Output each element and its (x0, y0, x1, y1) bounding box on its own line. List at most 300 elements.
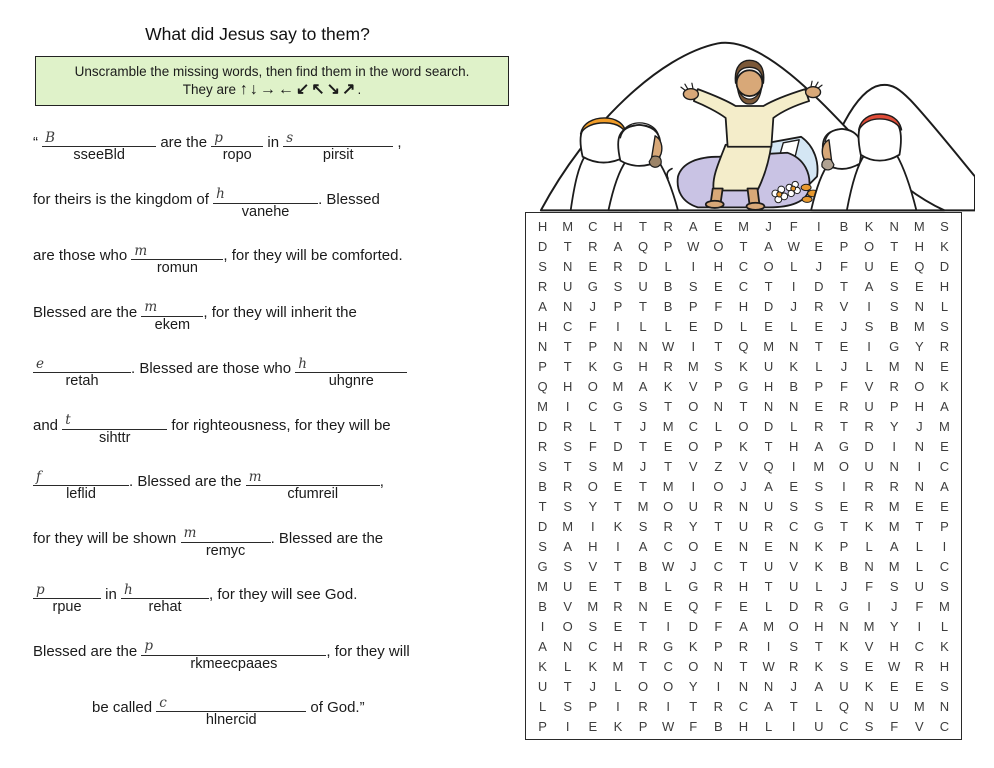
grid-letter[interactable]: C (688, 418, 698, 434)
grid-letter[interactable]: I (716, 678, 721, 694)
grid-letter[interactable]: P (714, 638, 723, 654)
grid-letter[interactable]: B (538, 478, 547, 494)
grid-letter[interactable]: U (688, 498, 698, 514)
grid-letter[interactable]: K (538, 658, 547, 674)
grid-letter[interactable]: I (892, 438, 896, 454)
grid-letter[interactable]: A (889, 538, 899, 554)
grid-letter[interactable]: J (840, 318, 848, 334)
grid-letter[interactable]: H (638, 358, 648, 374)
grid-letter[interactable]: N (914, 438, 924, 454)
grid-letter[interactable]: T (538, 498, 547, 514)
grid-letter[interactable]: R (713, 698, 724, 714)
grid-letter[interactable]: F (588, 438, 597, 454)
grid-letter[interactable]: M (913, 318, 925, 334)
grid-letter[interactable]: A (764, 238, 773, 254)
grid-letter[interactable]: C (914, 638, 924, 654)
grid-letter[interactable]: U (914, 578, 924, 594)
grid-letter[interactable]: N (562, 258, 573, 274)
grid-letter[interactable]: O (838, 458, 850, 474)
grid-letter[interactable]: N (914, 478, 924, 494)
grid-letter[interactable]: S (889, 278, 899, 294)
grid-letter[interactable]: V (864, 638, 874, 654)
grid-letter[interactable]: A (563, 538, 572, 554)
grid-letter[interactable]: P (714, 378, 723, 394)
grid-letter[interactable]: P (638, 718, 648, 734)
grid-letter[interactable]: M (662, 478, 674, 494)
grid-letter[interactable]: T (739, 658, 748, 674)
grid-letter[interactable]: F (890, 718, 899, 734)
grid-letter[interactable]: U (537, 678, 548, 694)
grid-letter[interactable]: P (839, 238, 849, 254)
grid-letter[interactable]: O (562, 618, 573, 634)
grid-letter[interactable]: B (839, 218, 849, 234)
grid-letter[interactable]: N (713, 658, 724, 674)
grid-letter[interactable]: F (865, 578, 874, 594)
grid-letter[interactable]: T (915, 518, 924, 534)
grid-letter[interactable]: E (688, 318, 698, 334)
grid-letter[interactable]: Y (889, 618, 899, 634)
grid-letter[interactable]: H (713, 258, 724, 274)
grid-letter[interactable]: G (838, 438, 850, 454)
grid-letter[interactable]: I (540, 618, 545, 634)
grid-letter[interactable]: P (688, 298, 698, 314)
grid-letter[interactable]: O (763, 258, 774, 274)
grid-letter[interactable]: P (839, 538, 849, 554)
grid-letter[interactable]: T (613, 418, 622, 434)
grid-letter[interactable]: M (939, 418, 950, 434)
grid-letter[interactable]: R (713, 578, 724, 594)
grid-letter[interactable]: J (589, 298, 597, 314)
grid-letter[interactable]: J (790, 298, 797, 314)
grid-letter[interactable]: L (639, 318, 647, 334)
grid-letter[interactable]: D (789, 598, 799, 614)
grid-letter[interactable]: M (612, 458, 624, 474)
grid-letter[interactable]: I (867, 598, 871, 614)
grid-letter[interactable]: N (914, 298, 924, 314)
grid-letter[interactable]: L (915, 558, 923, 574)
grid-letter[interactable]: E (839, 338, 849, 354)
grid-letter[interactable]: T (764, 438, 773, 454)
grid-letter[interactable]: I (917, 618, 922, 634)
grid-letter[interactable]: K (688, 638, 698, 654)
grid-letter[interactable]: O (688, 398, 699, 414)
grid-letter[interactable]: L (790, 418, 798, 434)
grid-letter[interactable]: W (687, 238, 700, 254)
grid-letter[interactable]: N (914, 358, 924, 374)
grid-letter[interactable]: V (688, 378, 698, 394)
grid-letter[interactable]: E (814, 398, 824, 414)
grid-letter[interactable]: R (864, 478, 874, 494)
grid-letter[interactable]: W (662, 338, 675, 354)
answer-blank[interactable] (156, 691, 306, 728)
answer-blank[interactable] (141, 296, 203, 333)
grid-letter[interactable]: S (538, 258, 547, 274)
grid-letter[interactable]: V (563, 598, 572, 614)
grid-letter[interactable]: P (588, 698, 598, 714)
grid-letter[interactable]: P (538, 718, 547, 734)
grid-letter[interactable]: K (839, 638, 849, 654)
grid-letter[interactable]: E (914, 498, 924, 514)
grid-letter[interactable]: I (917, 458, 922, 474)
grid-letter[interactable]: G (537, 558, 548, 574)
grid-letter[interactable]: U (763, 358, 774, 374)
answer-blank[interactable] (33, 578, 101, 615)
grid-letter[interactable]: O (713, 478, 724, 494)
grid-letter[interactable]: U (864, 458, 874, 474)
grid-letter[interactable]: H (562, 378, 573, 394)
grid-letter[interactable]: K (864, 518, 874, 534)
grid-letter[interactable]: V (789, 558, 799, 574)
grid-letter[interactable]: S (688, 278, 698, 294)
grid-letter[interactable]: O (688, 658, 699, 674)
grid-letter[interactable]: E (714, 218, 723, 234)
grid-letter[interactable]: M (637, 498, 649, 514)
grid-letter[interactable]: U (839, 678, 849, 694)
grid-letter[interactable]: D (638, 258, 648, 274)
grid-letter[interactable]: D (537, 418, 548, 434)
grid-letter[interactable]: G (889, 338, 900, 354)
grid-letter[interactable]: L (940, 298, 949, 314)
grid-letter[interactable]: F (689, 718, 698, 734)
grid-letter[interactable]: B (789, 378, 799, 394)
grid-letter[interactable]: A (538, 298, 547, 314)
grid-letter[interactable]: S (538, 538, 547, 554)
grid-letter[interactable]: L (589, 418, 597, 434)
grid-letter[interactable]: I (590, 518, 595, 534)
grid-letter[interactable]: F (789, 218, 798, 234)
grid-letter[interactable]: M (562, 518, 574, 534)
grid-letter[interactable]: I (691, 258, 696, 274)
grid-letter[interactable]: G (688, 578, 699, 594)
grid-letter[interactable]: S (714, 358, 723, 374)
grid-letter[interactable]: C (588, 398, 598, 414)
grid-letter[interactable]: N (638, 598, 648, 614)
grid-letter[interactable]: T (814, 638, 823, 654)
grid-letter[interactable]: A (864, 278, 874, 294)
grid-letter[interactable]: L (614, 678, 622, 694)
grid-letter[interactable]: S (940, 578, 949, 594)
grid-letter[interactable]: U (814, 718, 824, 734)
grid-letter[interactable]: K (814, 538, 824, 554)
grid-letter[interactable]: H (738, 718, 749, 734)
grid-letter[interactable]: L (538, 698, 547, 714)
grid-letter[interactable]: L (815, 358, 823, 374)
grid-letter[interactable]: Q (537, 378, 548, 394)
grid-letter[interactable]: K (940, 378, 949, 394)
grid-letter[interactable]: O (914, 378, 925, 394)
grid-letter[interactable]: R (763, 518, 774, 534)
grid-letter[interactable]: T (714, 338, 723, 354)
grid-letter[interactable]: C (588, 638, 598, 654)
grid-letter[interactable]: F (839, 258, 848, 274)
grid-letter[interactable]: O (637, 678, 649, 694)
grid-letter[interactable]: O (738, 418, 749, 434)
grid-letter[interactable]: K (739, 438, 748, 454)
grid-letter[interactable]: K (789, 358, 799, 374)
grid-letter[interactable]: J (916, 418, 923, 434)
grid-letter[interactable]: I (817, 218, 821, 234)
grid-letter[interactable]: R (814, 418, 824, 434)
grid-letter[interactable]: T (613, 578, 622, 594)
grid-letter[interactable]: E (940, 358, 949, 374)
answer-blank[interactable] (33, 465, 129, 502)
grid-letter[interactable]: O (864, 238, 875, 254)
grid-letter[interactable]: K (663, 378, 673, 394)
grid-letter[interactable]: W (662, 558, 675, 574)
grid-letter[interactable]: V (739, 458, 748, 474)
answer-blank[interactable] (295, 352, 407, 389)
grid-letter[interactable]: D (763, 298, 774, 314)
grid-letter[interactable]: M (738, 218, 749, 234)
grid-letter[interactable]: H (537, 218, 548, 234)
grid-letter[interactable]: T (739, 238, 748, 254)
grid-letter[interactable]: T (764, 278, 773, 294)
grid-letter[interactable]: U (889, 698, 899, 714)
grid-letter[interactable]: J (790, 678, 797, 694)
grid-letter[interactable]: P (663, 238, 673, 254)
grid-letter[interactable]: R (864, 498, 874, 514)
grid-letter[interactable]: I (791, 718, 796, 734)
grid-letter[interactable]: B (839, 558, 849, 574)
grid-letter[interactable]: A (538, 638, 547, 654)
grid-letter[interactable]: M (687, 358, 699, 374)
grid-letter[interactable]: J (589, 678, 597, 694)
grid-letter[interactable]: Q (838, 698, 850, 714)
grid-letter[interactable]: Y (688, 518, 698, 534)
grid-letter[interactable]: B (663, 278, 673, 294)
grid-letter[interactable]: L (815, 578, 823, 594)
grid-letter[interactable]: T (789, 698, 798, 714)
grid-letter[interactable]: F (714, 618, 723, 634)
grid-letter[interactable]: C (713, 558, 724, 574)
grid-letter[interactable]: Q (688, 598, 699, 614)
grid-letter[interactable]: U (763, 558, 774, 574)
grid-letter[interactable]: I (616, 318, 620, 334)
grid-letter[interactable]: T (563, 358, 572, 374)
grid-letter[interactable]: V (839, 298, 849, 314)
grid-letter[interactable]: K (940, 638, 949, 654)
grid-letter[interactable]: D (814, 278, 824, 294)
grid-letter[interactable]: R (839, 398, 849, 414)
grid-letter[interactable]: E (764, 318, 773, 334)
grid-letter[interactable]: I (842, 478, 846, 494)
grid-letter[interactable]: K (814, 558, 824, 574)
grid-letter[interactable]: B (889, 318, 899, 334)
grid-letter[interactable]: M (537, 578, 548, 594)
grid-letter[interactable]: J (890, 598, 898, 614)
grid-letter[interactable]: T (639, 478, 647, 494)
answer-blank[interactable] (141, 635, 326, 672)
grid-letter[interactable]: D (613, 438, 623, 454)
grid-letter[interactable]: V (588, 558, 598, 574)
answer-blank[interactable] (121, 578, 209, 615)
answer-blank[interactable] (283, 126, 393, 163)
grid-letter[interactable]: A (688, 218, 698, 234)
grid-letter[interactable]: L (764, 598, 773, 614)
grid-letter[interactable]: T (639, 438, 647, 454)
grid-letter[interactable]: T (689, 698, 698, 714)
grid-letter[interactable]: D (939, 258, 950, 274)
grid-letter[interactable]: U (562, 278, 573, 294)
grid-letter[interactable]: L (815, 698, 823, 714)
grid-letter[interactable]: Y (889, 418, 899, 434)
grid-letter[interactable]: G (813, 518, 824, 534)
answer-blank[interactable] (211, 126, 263, 163)
grid-letter[interactable]: S (789, 498, 799, 514)
grid-letter[interactable]: T (563, 458, 572, 474)
grid-letter[interactable]: E (814, 238, 824, 254)
grid-letter[interactable]: S (814, 498, 824, 514)
grid-letter[interactable]: H (914, 238, 924, 254)
grid-letter[interactable]: L (714, 418, 722, 434)
grid-letter[interactable]: G (663, 638, 674, 654)
grid-letter[interactable]: J (815, 258, 823, 274)
grid-letter[interactable]: H (814, 618, 824, 634)
answer-blank[interactable] (42, 126, 156, 163)
grid-letter[interactable]: H (763, 378, 774, 394)
grid-letter[interactable]: T (664, 458, 673, 474)
grid-letter[interactable]: D (864, 438, 874, 454)
grid-letter[interactable]: R (638, 698, 648, 714)
grid-letter[interactable]: E (839, 498, 849, 514)
answer-blank[interactable] (131, 239, 223, 276)
grid-letter[interactable]: E (914, 678, 924, 694)
grid-letter[interactable]: M (662, 418, 674, 434)
grid-letter[interactable]: H (738, 298, 749, 314)
grid-letter[interactable]: M (813, 458, 825, 474)
grid-letter[interactable]: C (939, 718, 950, 734)
grid-letter[interactable]: R (914, 658, 924, 674)
grid-letter[interactable]: M (612, 658, 624, 674)
grid-letter[interactable]: E (714, 538, 723, 554)
grid-letter[interactable]: E (613, 618, 623, 634)
grid-letter[interactable]: E (588, 718, 598, 734)
grid-letter[interactable]: A (613, 238, 623, 254)
grid-letter[interactable]: Y (588, 498, 598, 514)
grid-letter[interactable]: C (663, 538, 673, 554)
grid-letter[interactable]: S (839, 658, 849, 674)
grid-letter[interactable]: T (613, 558, 622, 574)
grid-letter[interactable]: N (864, 558, 874, 574)
grid-letter[interactable]: N (537, 338, 548, 354)
grid-letter[interactable]: T (739, 398, 748, 414)
grid-letter[interactable]: H (588, 538, 598, 554)
grid-letter[interactable]: M (763, 338, 775, 354)
grid-letter[interactable]: G (738, 378, 749, 394)
grid-letter[interactable]: I (565, 398, 570, 414)
grid-letter[interactable]: A (739, 618, 748, 634)
grid-letter[interactable]: C (738, 698, 749, 714)
grid-letter[interactable]: N (613, 338, 623, 354)
grid-letter[interactable]: I (565, 718, 570, 734)
grid-letter[interactable]: L (940, 618, 949, 634)
grid-letter[interactable]: O (587, 378, 598, 394)
grid-letter[interactable]: E (764, 538, 773, 554)
grid-letter[interactable]: M (913, 218, 925, 234)
grid-letter[interactable]: N (864, 698, 874, 714)
grid-letter[interactable]: A (940, 478, 949, 494)
grid-letter[interactable]: R (613, 598, 623, 614)
grid-letter[interactable]: E (714, 278, 723, 294)
grid-letter[interactable]: L (915, 538, 923, 554)
grid-letter[interactable]: S (638, 398, 648, 414)
grid-letter[interactable]: R (663, 218, 673, 234)
grid-letter[interactable]: P (889, 398, 899, 414)
grid-letter[interactable]: C (939, 558, 950, 574)
grid-letter[interactable]: C (839, 718, 849, 734)
grid-letter[interactable]: R (613, 258, 623, 274)
grid-letter[interactable]: O (663, 498, 674, 514)
grid-letter[interactable]: R (814, 298, 824, 314)
grid-letter[interactable]: I (942, 538, 947, 554)
grid-letter[interactable]: E (613, 478, 623, 494)
grid-letter[interactable]: F (588, 318, 597, 334)
grid-letter[interactable]: N (713, 398, 724, 414)
grid-letter[interactable]: T (814, 338, 823, 354)
grid-letter[interactable]: T (639, 298, 647, 314)
grid-letter[interactable]: S (563, 438, 572, 454)
grid-letter[interactable]: F (839, 378, 848, 394)
grid-letter[interactable]: J (765, 218, 772, 234)
grid-letter[interactable]: Y (914, 338, 924, 354)
grid-letter[interactable]: S (940, 218, 949, 234)
grid-letter[interactable]: A (940, 398, 949, 414)
answer-blank[interactable] (181, 522, 271, 559)
grid-letter[interactable]: M (888, 558, 900, 574)
grid-letter[interactable]: P (814, 378, 824, 394)
grid-letter[interactable]: D (537, 238, 548, 254)
grid-letter[interactable]: R (939, 338, 950, 354)
grid-letter[interactable]: M (913, 698, 925, 714)
grid-letter[interactable]: V (914, 718, 924, 734)
grid-letter[interactable]: N (562, 298, 573, 314)
grid-letter[interactable]: U (763, 498, 774, 514)
grid-letter[interactable]: Q (637, 238, 649, 254)
grid-letter[interactable]: K (613, 718, 623, 734)
grid-letter[interactable]: I (666, 618, 670, 634)
grid-letter[interactable]: N (939, 698, 950, 714)
grid-letter[interactable]: N (562, 638, 573, 654)
grid-letter[interactable]: S (563, 498, 572, 514)
grid-letter[interactable]: L (865, 358, 873, 374)
grid-letter[interactable]: J (840, 358, 848, 374)
grid-letter[interactable]: I (867, 338, 871, 354)
grid-letter[interactable]: B (638, 578, 648, 594)
grid-letter[interactable]: S (889, 578, 899, 594)
grid-letter[interactable]: S (814, 478, 824, 494)
grid-letter[interactable]: I (867, 298, 871, 314)
grid-letter[interactable]: M (537, 398, 548, 414)
grid-letter[interactable]: N (738, 538, 749, 554)
grid-letter[interactable]: M (863, 618, 875, 634)
grid-letter[interactable]: L (865, 538, 873, 554)
grid-letter[interactable]: K (588, 358, 598, 374)
grid-letter[interactable]: N (763, 398, 774, 414)
grid-letter[interactable]: H (914, 398, 924, 414)
grid-letter[interactable]: K (864, 218, 874, 234)
grid-letter[interactable]: I (691, 478, 696, 494)
grid-letter[interactable]: T (664, 398, 673, 414)
grid-letter[interactable]: M (612, 378, 624, 394)
grid-letter[interactable]: T (839, 278, 848, 294)
grid-letter[interactable]: I (791, 278, 796, 294)
grid-letter[interactable]: P (588, 338, 598, 354)
grid-letter[interactable]: E (940, 438, 949, 454)
grid-letter[interactable]: H (939, 278, 950, 294)
grid-letter[interactable]: T (890, 238, 899, 254)
grid-letter[interactable]: N (638, 338, 648, 354)
grid-letter[interactable]: O (788, 618, 799, 634)
